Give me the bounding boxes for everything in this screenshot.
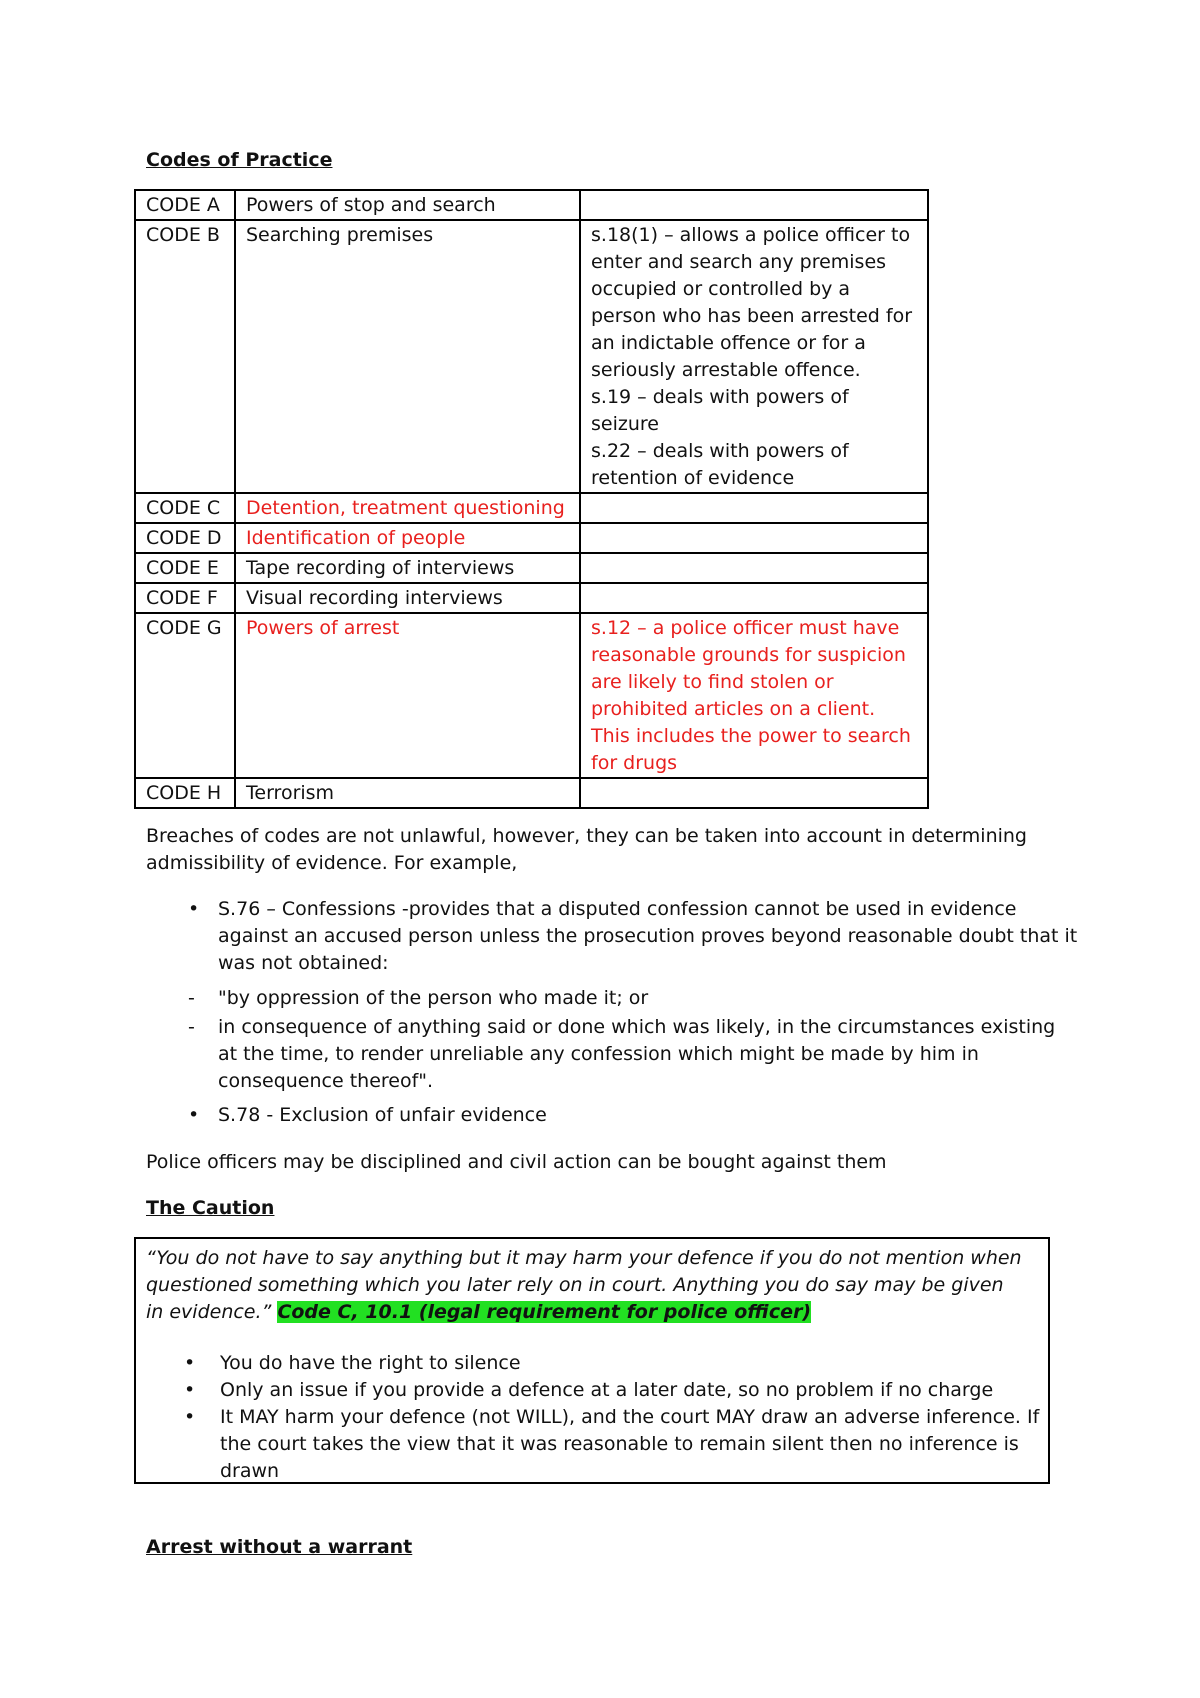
caution-bullet: It MAY harm your defence (not WILL), and the court MAY draw an adverse inference. If the court takes the view that it was reasonable to remain silent then no inference is drawn [220, 1406, 1040, 1482]
table-row [135, 553, 928, 583]
note-s18: s.18(1) – allows a police officer to enter and search any premises occupied or controlled by a person who has been arrested for an indictable offence or for a seriously arrestable offence. [591, 224, 913, 381]
bullet-icon: • [188, 1104, 200, 1126]
caution-box [134, 1237, 1050, 1484]
bullet-icon: • [184, 1379, 196, 1401]
bullet-icon: • [184, 1406, 196, 1428]
bullet-s76: S.76 – Confessions -provides that a disputed confession cannot be used in evidence against an accused person unless the prosecution proves beyond reasonable doubt that it was not obtained: [218, 898, 1078, 974]
codes-table [134, 189, 929, 809]
police-paragraph: Police officers may be disciplined and civil action can be bought against them [146, 1151, 887, 1173]
description-cell: Identification of people [235, 523, 580, 553]
table-row [135, 190, 928, 220]
notes-cell [580, 493, 928, 523]
notes-cell [580, 613, 928, 778]
description-cell: Searching premises [235, 220, 580, 493]
notes-cell [580, 220, 928, 493]
code-cell: CODE F [135, 583, 235, 613]
notes-cell [580, 190, 928, 220]
description-cell: Tape recording of interviews [235, 553, 580, 583]
notes-cell [580, 523, 928, 553]
description-cell: Detention, treatment questioning [235, 493, 580, 523]
dash-consequence: in consequence of anything said or done which was likely, in the circumstances existing at the time, to render unreliable any confession which might be made by him in consequence thereof". [218, 1016, 1056, 1092]
table-row [135, 523, 928, 553]
code-c-highlight: Code C, 10.1 (legal requirement for police officer) [277, 1301, 812, 1323]
code-cell: CODE B [135, 220, 235, 493]
description-cell: Powers of stop and search [235, 190, 580, 220]
breaches-paragraph: Breaches of codes are not unlawful, however, they can be taken into account in determining admissibility of evidence. For example, [146, 825, 1027, 874]
code-cell: CODE D [135, 523, 235, 553]
caution-quote [146, 1245, 1026, 1326]
code-cell: CODE A [135, 190, 235, 220]
note-s22: s.22 – deals with powers of retention of evidence [591, 440, 849, 489]
table-row [135, 778, 928, 808]
heading-the-caution: The Caution [146, 1197, 275, 1219]
table-row [135, 583, 928, 613]
caution-bullet: Only an issue if you provide a defence at a later date, so no problem if no charge [220, 1379, 994, 1401]
code-cell: CODE G [135, 613, 235, 778]
description-cell: Visual recording interviews [235, 583, 580, 613]
table-row [135, 220, 928, 493]
dash-icon: - [188, 1016, 195, 1038]
bullet-icon: • [184, 1352, 196, 1374]
description-cell: Powers of arrest [235, 613, 580, 778]
code-cell: CODE C [135, 493, 235, 523]
bullet-s78: S.78 - Exclusion of unfair evidence [218, 1104, 547, 1126]
note-s19: s.19 – deals with powers of seizure [591, 386, 849, 435]
description-cell: Terrorism [235, 778, 580, 808]
bullet-icon: • [188, 898, 200, 920]
dash-icon: - [188, 987, 195, 1009]
table-row [135, 613, 928, 778]
heading-arrest-without-warrant: Arrest without a warrant [146, 1536, 413, 1558]
notes-cell [580, 583, 928, 613]
table-row [135, 493, 928, 523]
notes-cell [580, 778, 928, 808]
note-s12: s.12 – a police officer must have reasonable grounds for suspicion are likely to find stolen or prohibited articles on a client. This includes the power to search for drugs [591, 617, 911, 774]
dash-oppression: "by oppression of the person who made it; or [218, 987, 649, 1009]
caution-bullet: You do have the right to silence [220, 1352, 521, 1374]
code-cell: CODE H [135, 778, 235, 808]
code-cell: CODE E [135, 553, 235, 583]
heading-codes-of-practice: Codes of Practice [146, 149, 333, 171]
caution-quote-text: “You do not have to say anything but it may harm your defence if you do not mention when questioned something which you later rely on in court. Anything you do say may be given in evidence.” [146, 1247, 1022, 1323]
notes-cell [580, 553, 928, 583]
